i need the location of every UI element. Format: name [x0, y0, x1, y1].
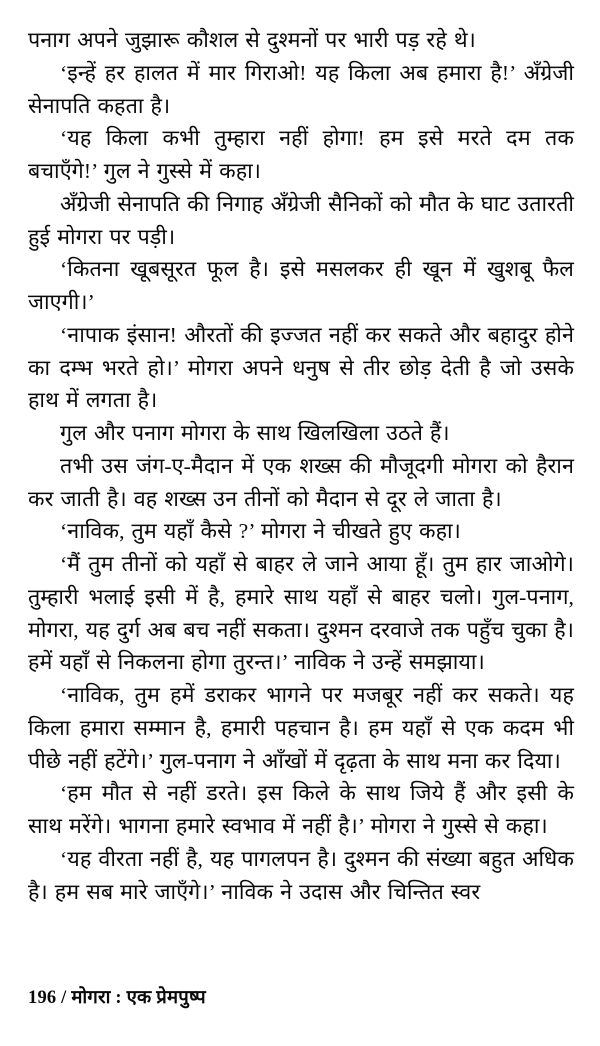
paragraph: ‘हम मौत से नहीं डरते। इस किले के साथ जिये हैं और इसी के साथ मरेंगे। भागना हमारे स्वभाव में नहीं है।’ मोगरा ने गुस्से से कहा।: [28, 781, 574, 838]
paragraph: ‘यह किला कभी तुम्हारा नहीं होगा! हम इसे मरते दम तक बचाएँगे!’ गुल ने गुस्से में कहा।: [28, 126, 574, 183]
paragraph: ‘मैं तुम तीनों को यहाँ से बाहर ले जाने आया हूँ। तुम हार जाओगे। तुम्हारी भलाई इसी में है, हमारे साथ यहाँ से बाहर चलो। गुल-पनाग, मोगरा, यह दुर्ग अब बच नहीं सकता। दुश्मन दरवाजे तक पहुँच चुका है। हमें यहाँ से निकलना होगा तुरन्त।’ नाविक ने उन्हें समझाया।: [28, 552, 574, 675]
paragraph: अँग्रेजी सेनापति की निगाह अँग्रेजी सैनिकों को मौत के घाट उतारती हुई मोगरा पर पड़ी।: [28, 191, 574, 249]
footer-page-number-and-title: 196 / मोगरा : एक प्रेमपुष्प: [28, 988, 206, 1008]
paragraph: ‘कितना खूबसूरत फूल है। इसे मसलकर ही खून में खुशबू फैल जाएगी।’: [28, 257, 574, 314]
page-footer: [28, 984, 206, 1009]
paragraph: तभी उस जंग-ए-मैदान में एक शख्स की मौजूदगी मोगरा को हैरान कर जाती है। वह शख्स उन तीनों को मैदान से दूर ले जाता है।: [28, 453, 574, 511]
paragraph: ‘नापाक इंसान! औरतों की इज्जत नहीं कर सकते और बहादुर होने का दम्भ भरते हो।’ मोगरा अपने धनुष से तीर छोड़ देती है जो उसके हाथ में लगता है।: [28, 322, 574, 413]
paragraph-continuation: पनाग अपने जुझारू कौशल से दुश्मनों पर भारी पड़ रहे थे।: [28, 28, 476, 52]
paragraph: गुल और पनाग मोगरा के साथ खिलखिला उठते हैं।: [60, 421, 450, 445]
paragraph: ‘यह वीरता नहीं है, यह पागलपन है। दुश्मन की संख्या बहुत अधिक है। हम सब मारे जाएँगे।’ नाविक ने उदास और चिन्तित स्वर: [28, 846, 574, 904]
paragraph: ‘नाविक, तुम यहाँ कैसे ?’ मोगरा ने चीखते हुए कहा।: [60, 519, 461, 544]
paragraph: ‘इन्हें हर हालत में मार गिराओ! यह किला अब हमारा है!’ अँग्रेजी सेनापति कहता है।: [28, 60, 574, 118]
paragraph: ‘नाविक, तुम हमें डराकर भागने पर मजबूर नहीं कर सकते। यह किला हमारा सम्मान है, हमारी पहचान है। हम यहाँ से एक कदम भी पीछे नहीं हटेंगे।’ गुल-पनाग ने आँखों में दृढ़ता के साथ मना कर दिया।: [28, 683, 574, 773]
page-body-text: [28, 24, 574, 908]
